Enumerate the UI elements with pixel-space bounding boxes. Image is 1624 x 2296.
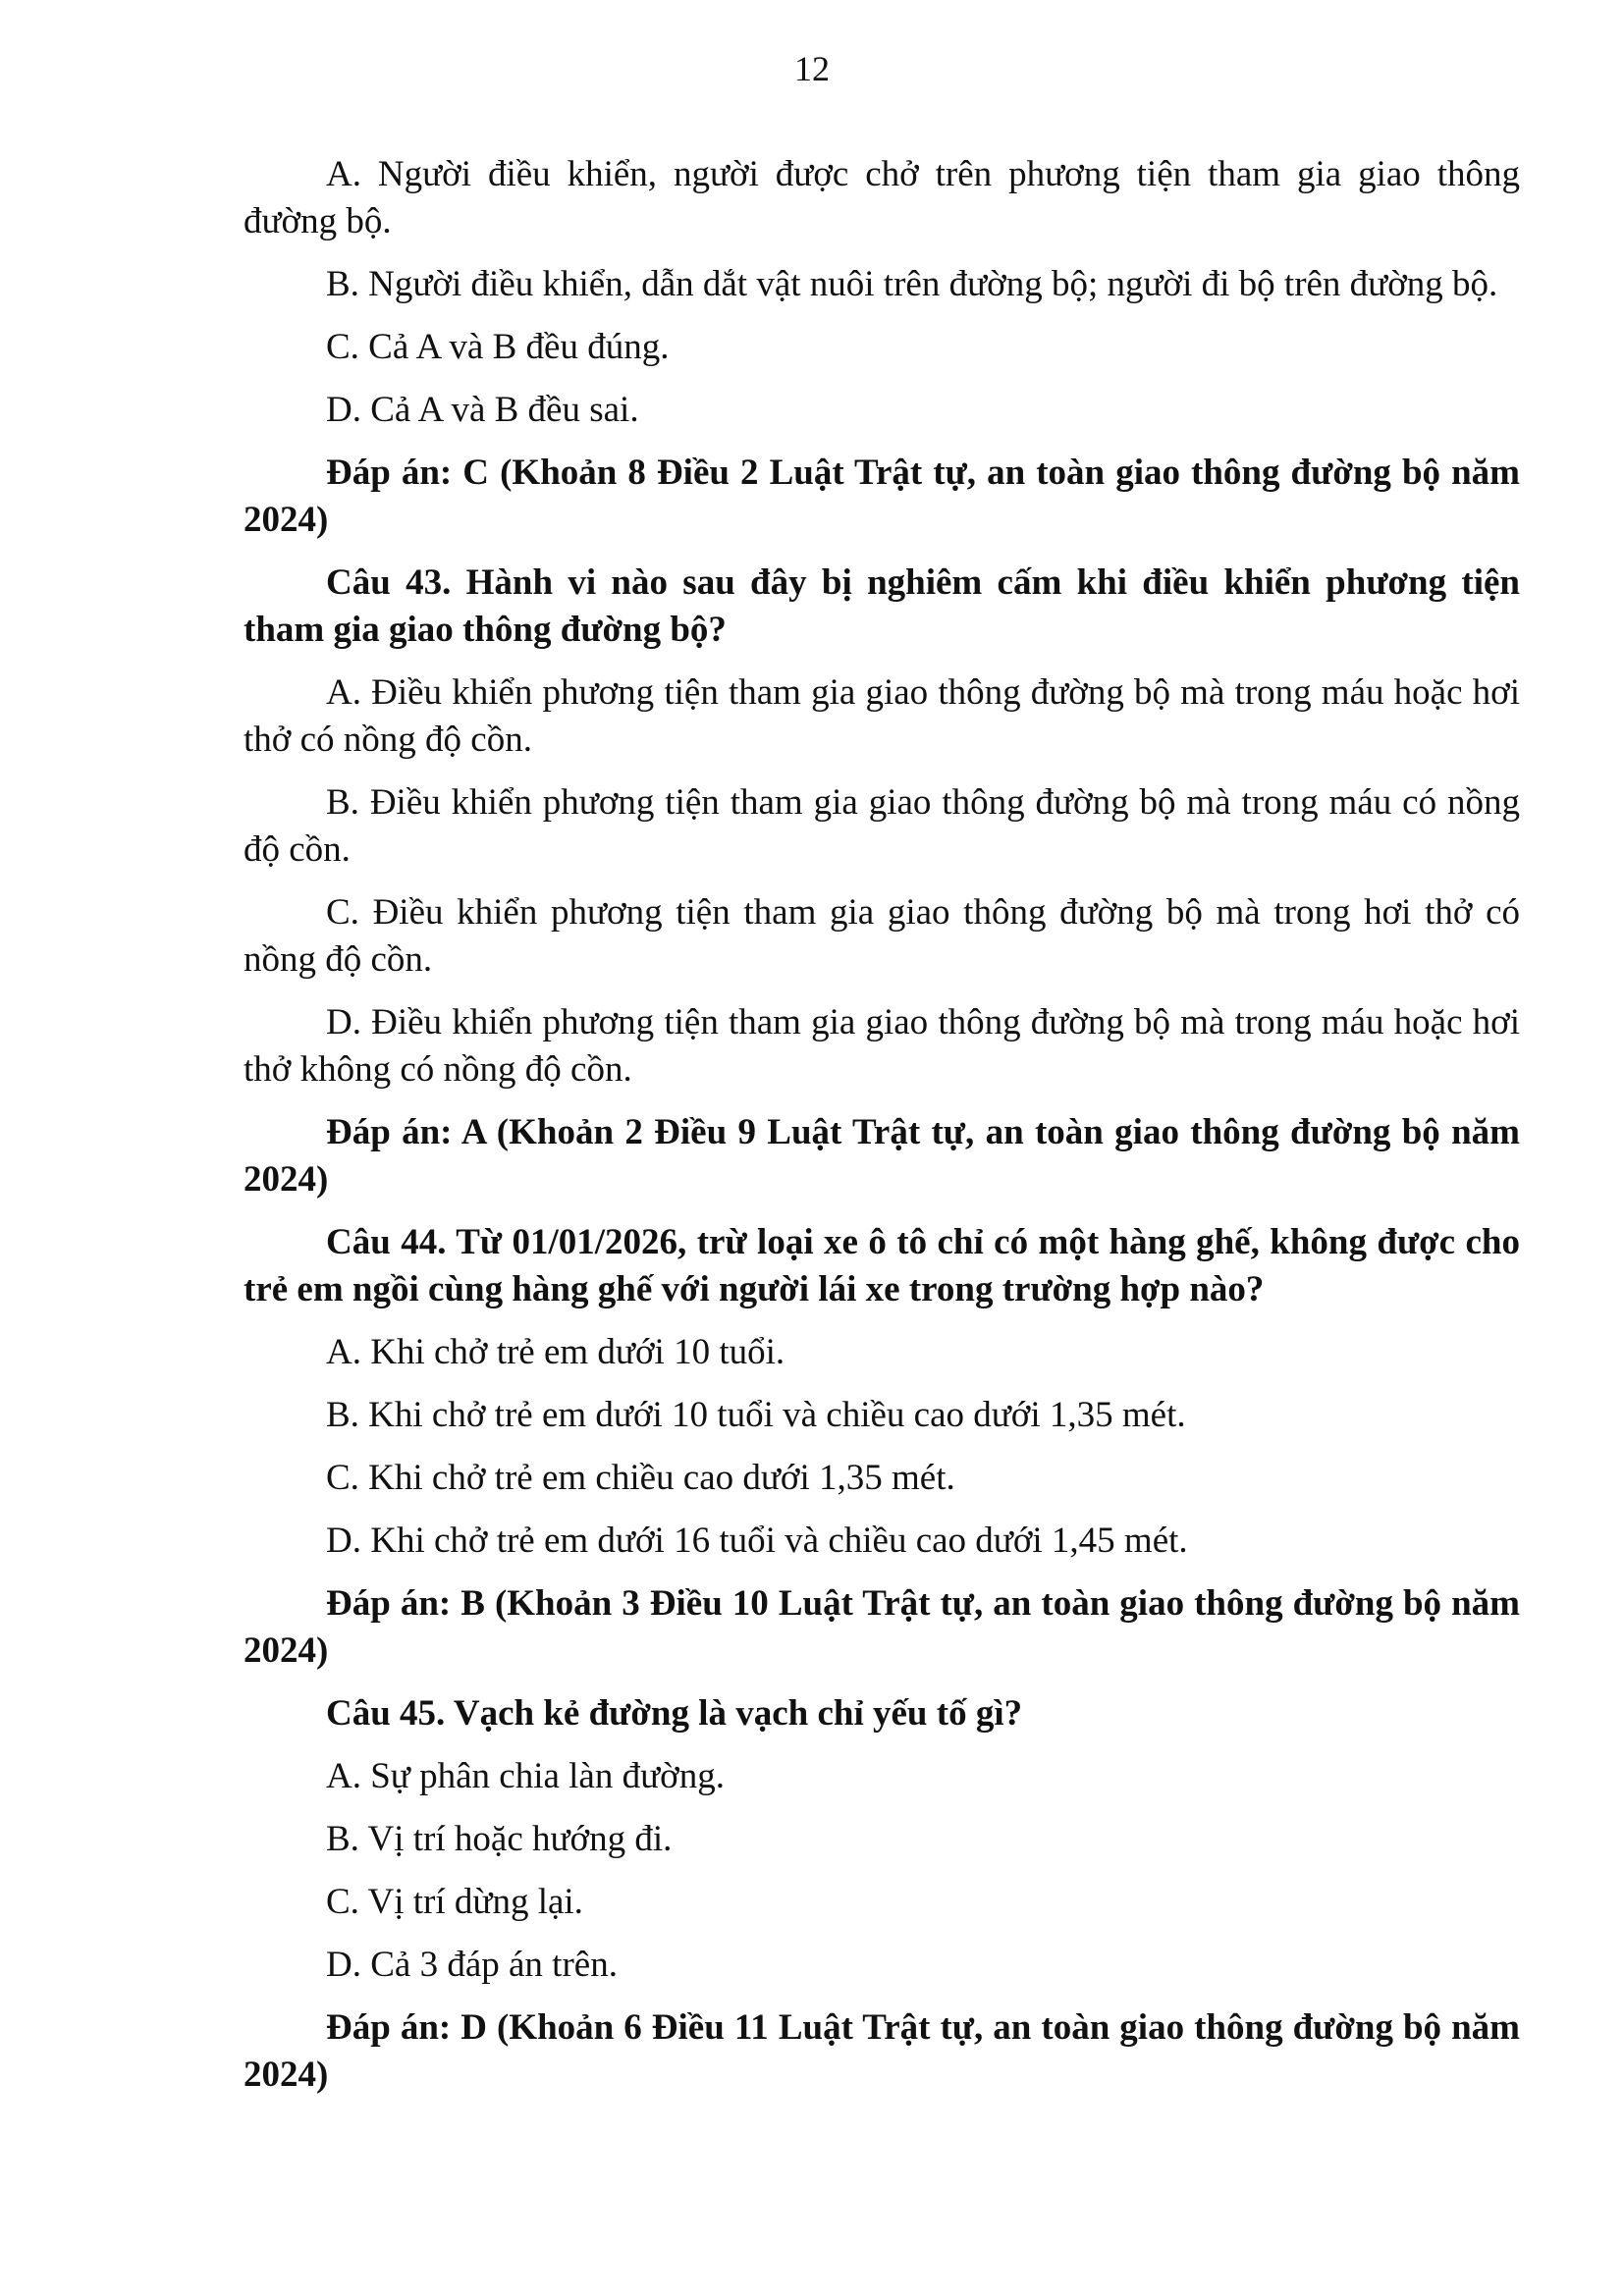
option-b: B. Vị trí hoặc hướng đi.	[326, 1819, 673, 1859]
answer-line: Đáp án: D (Khoản 6 Điều 11 Luật Trật tự, an toàn giao thông đường bộ năm 2024)	[244, 2007, 1520, 2095]
option-c: C. Vị trí dừng lại.	[326, 1882, 583, 1922]
question-44: Câu 44. Từ 01/01/2026, trừ loại xe ô tô chỉ có một hàng ghế, không được cho trẻ em ngồi cùng hàng ghế với người lái xe trong trường hợp nào?	[244, 1222, 1520, 1309]
option-c: C. Điều khiển phương tiện tham gia giao thông đường bộ mà trong hơi thở có nồng độ cồn.	[244, 892, 1520, 980]
answer-line: Đáp án: B (Khoản 3 Điều 10 Luật Trật tự, an toàn giao thông đường bộ năm 2024)	[244, 1583, 1520, 1671]
option-b: B. Khi chở trẻ em dưới 10 tuổi và chiều cao dưới 1,35 mét.	[326, 1395, 1186, 1435]
question-43: Câu 43. Hành vi nào sau đây bị nghiêm cấm khi điều khiển phương tiện tham gia giao thông đường bộ?	[244, 562, 1520, 650]
option-a: A. Sự phân chia làn đường.	[326, 1756, 725, 1796]
page-number: 12	[794, 49, 830, 88]
option-a: A. Người điều khiển, người được chở trên phương tiện tham gia giao thông đường bộ.	[244, 154, 1520, 241]
question-45: Câu 45. Vạch kẻ đường là vạch chỉ yếu tố gì?	[326, 1693, 1023, 1734]
option-a: A. Khi chở trẻ em dưới 10 tuổi.	[326, 1332, 785, 1372]
option-a: A. Điều khiển phương tiện tham gia giao thông đường bộ mà trong máu hoặc hơi thở có nồng độ cồn.	[244, 672, 1520, 760]
option-c: C. Cả A và B đều đúng.	[326, 327, 670, 367]
option-d: D. Điều khiển phương tiện tham gia giao thông đường bộ mà trong máu hoặc hơi thở không có nồng độ cồn.	[244, 1002, 1520, 1090]
option-d: D. Cả A và B đều sai.	[326, 390, 639, 430]
option-c: C. Khi chở trẻ em chiều cao dưới 1,35 mét.	[326, 1458, 955, 1498]
answer-line: Đáp án: A (Khoản 2 Điều 9 Luật Trật tự, an toàn giao thông đường bộ năm 2024)	[244, 1112, 1520, 1200]
answer-line: Đáp án: C (Khoản 8 Điều 2 Luật Trật tự, an toàn giao thông đường bộ năm 2024)	[244, 453, 1520, 540]
option-d: D. Khi chở trẻ em dưới 16 tuổi và chiều cao dưới 1,45 mét.	[326, 1521, 1188, 1561]
option-d: D. Cả 3 đáp án trên.	[326, 1945, 618, 1985]
option-b: B. Điều khiển phương tiện tham gia giao thông đường bộ mà trong máu có nồng độ cồn.	[244, 782, 1520, 870]
option-b: B. Người điều khiển, dẫn dắt vật nuôi trên đường bộ; người đi bộ trên đường bộ.	[326, 264, 1498, 304]
page-body	[244, 151, 1520, 2114]
